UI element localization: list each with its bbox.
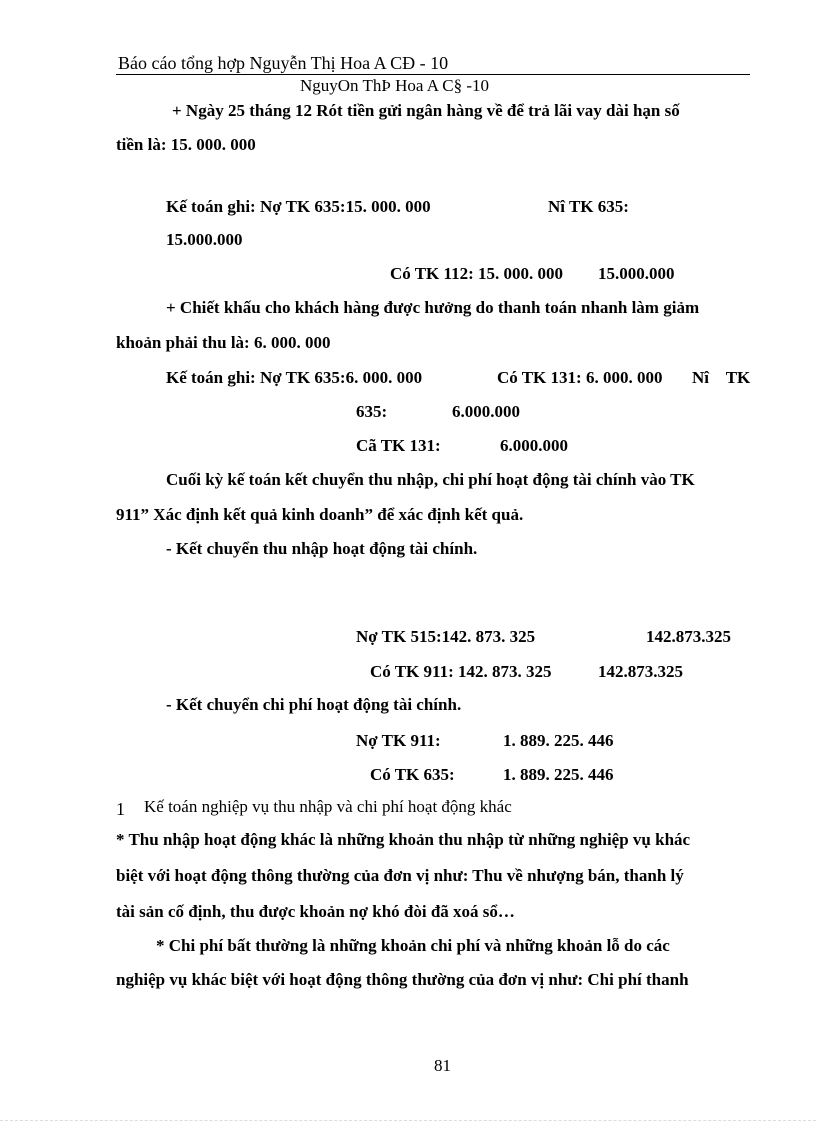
header-subtitle: NguyOn ThÞ Hoa A C§ -10 [300, 76, 490, 95]
heading-item-text: Kế toán nghiệp vụ thu nhập và chi phí hoạt động khác [144, 797, 512, 816]
para4-line2: biệt với hoạt động thông thường của đơn vị như: Thu về nhượng bán, thanh lý [116, 866, 684, 885]
entry1-line2: 15.000.000 [166, 230, 243, 249]
entry2-line3-right: 6.000.000 [500, 436, 568, 455]
para4-line1: * Thu nhập hoạt động khác là những khoản thu nhập từ những nghiệp vụ khác [116, 830, 691, 849]
heading-item-number: 1 [116, 799, 125, 819]
section2-row1-value: 1. 889. 225. 446 [503, 731, 614, 750]
header-title: Báo cáo tổng hợp Nguyễn Thị Hoa A CĐ - 10 [118, 53, 449, 73]
entry2-line2-left: 635: [356, 402, 388, 421]
section1-row1-left: Nợ TK 515:142. 873. 325 [356, 627, 536, 646]
para2-line1: + Chiết khấu cho khách hàng được hưởng do thanh toán nhanh làm giảm [166, 298, 700, 317]
section1-row2-right: 142.873.325 [598, 662, 683, 681]
entry1-line1-left: Kế toán ghi: Nợ TK 635:15. 000. 000 [166, 197, 431, 216]
header-rule [116, 74, 750, 75]
para5-line1: * Chi phí bất thường là những khoản chi phí và những khoản lỗ do các [156, 936, 670, 955]
entry2-line1-left: Kế toán ghi: Nợ TK 635:6. 000. 000 [166, 368, 423, 387]
section2-heading: - Kết chuyển chi phí hoạt động tài chính. [166, 695, 462, 714]
page-bottom-edge [0, 1120, 816, 1121]
section2-row2-label: Có TK 635: [370, 765, 455, 784]
para1-line2: tiền là: 15. 000. 000 [116, 135, 256, 154]
section1-row2-left: Có TK 911: 142. 873. 325 [370, 662, 552, 681]
section2-row2-value: 1. 889. 225. 446 [503, 765, 614, 784]
entry1-line3-right: 15.000.000 [598, 264, 675, 283]
entry1-line3-left: Có TK 112: 15. 000. 000 [390, 264, 564, 283]
para2-line2: khoản phải thu là: 6. 000. 000 [116, 333, 331, 352]
para3-line2: 911” Xác định kết quả kinh doanh” để xác định kết quả. [116, 505, 524, 524]
entry2-line1-mid: Có TK 131: 6. 000. 000 [497, 368, 663, 387]
para4-line3: tài sản cố định, thu được khoản nợ khó đòi đã xoá sổ… [116, 902, 515, 921]
entry1-line1-right: Nî TK 635: [548, 197, 629, 216]
section1-row1-right: 142.873.325 [646, 627, 731, 646]
para5-line2: nghiệp vụ khác biệt với hoạt động thông thường của đơn vị như: Chi phí thanh [116, 970, 689, 989]
section2-row1-label: Nợ TK 911: [356, 731, 441, 750]
para1-line1: + Ngày 25 tháng 12 Rót tiền gửi ngân hàng về để trả lãi vay dài hạn số [172, 101, 680, 120]
entry2-line2-right: 6.000.000 [452, 402, 520, 421]
entry2-line1-right: Nî TK [692, 368, 751, 387]
entry2-line3-left: Cã TK 131: [356, 436, 441, 455]
section1-heading: - Kết chuyển thu nhập hoạt động tài chính. [166, 539, 478, 558]
para3-line1: Cuối kỳ kế toán kết chuyển thu nhập, chi phí hoạt động tài chính vào TK [166, 470, 695, 489]
page-number: 81 [434, 1056, 451, 1075]
